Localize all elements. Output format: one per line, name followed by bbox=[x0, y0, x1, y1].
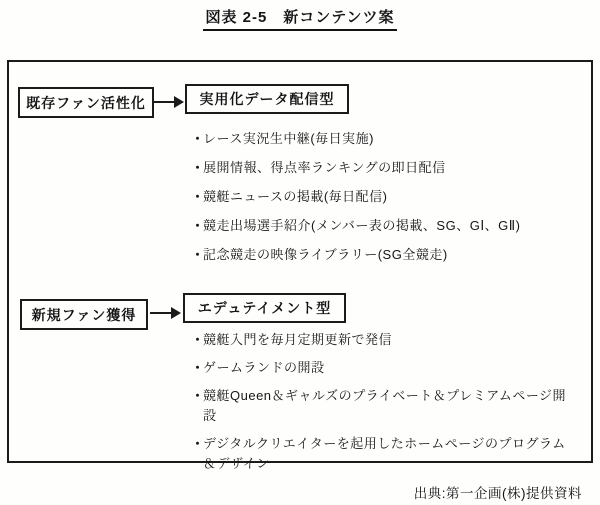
arrow-shaft bbox=[150, 312, 173, 314]
bullet-icon: ・ bbox=[191, 160, 205, 175]
bullet-icon: ・ bbox=[191, 332, 205, 347]
arrow-right-icon bbox=[153, 95, 184, 109]
list-item-text: 競艇入門を毎月定期更新で発信 bbox=[203, 332, 393, 347]
list-item-text: レース実況生中継(毎日実施) bbox=[203, 131, 375, 146]
list-item bbox=[191, 187, 587, 207]
list-item-text: 競艇ニュースの掲載(毎日配信) bbox=[203, 189, 388, 204]
source-credit: 出典:第一企画(株)提供資料 bbox=[413, 486, 582, 501]
bullet-icon: ・ bbox=[191, 189, 205, 204]
section-1-type-label: 実用化データ配信型 bbox=[199, 91, 335, 107]
arrow-head bbox=[174, 96, 184, 108]
section-1-target-label: 既存ファン活性化 bbox=[26, 94, 146, 111]
list-item bbox=[191, 129, 587, 149]
list-item-text: 競走出場選手紹介(メンバー表の掲載、SG、GⅠ、GⅡ) bbox=[203, 218, 521, 233]
section-2-target-label: 新規ファン獲得 bbox=[31, 306, 137, 323]
list-item bbox=[191, 158, 587, 178]
title-row bbox=[0, 6, 600, 31]
bullet-icon: ・ bbox=[191, 247, 205, 262]
list-item-text: 展開情報、得点率ランキングの即日配信 bbox=[203, 160, 446, 175]
section-2-type-box bbox=[183, 293, 346, 323]
list-item-text: 記念競走の映像ライブラリー(SG全競走) bbox=[203, 247, 448, 262]
list-item-text: ゲームランドの開設 bbox=[203, 360, 325, 375]
bullet-icon: ・ bbox=[191, 360, 205, 375]
list-item bbox=[191, 386, 587, 426]
page-title: 図表 2-5 新コンテンツ案 bbox=[203, 6, 396, 31]
bullet-icon: ・ bbox=[191, 388, 205, 403]
bullet-icon: ・ bbox=[191, 218, 205, 233]
list-item bbox=[191, 358, 587, 378]
section-1-bullet-list bbox=[191, 129, 587, 274]
bullet-icon: ・ bbox=[191, 131, 205, 146]
section-2-target-box bbox=[20, 299, 148, 330]
arrow-shaft bbox=[153, 101, 176, 103]
list-item bbox=[191, 245, 587, 265]
section-1-type-box bbox=[185, 84, 349, 114]
bullet-icon: ・ bbox=[191, 436, 205, 451]
list-item bbox=[191, 434, 587, 474]
arrow-right-icon bbox=[150, 306, 181, 320]
arrow-head bbox=[171, 307, 181, 319]
list-item bbox=[191, 216, 587, 236]
list-item bbox=[191, 330, 587, 350]
list-item-text: 競艇Queen＆ギャルズのプライベート＆プレミアムページ開設 bbox=[203, 388, 567, 423]
section-1-target-box bbox=[18, 87, 154, 118]
list-item-text: デジタルクリエイターを起用したホームページのプログラム＆デザイン bbox=[203, 436, 566, 471]
section-2-bullet-list bbox=[191, 330, 587, 482]
section-2-type-label: エデュテイメント型 bbox=[197, 300, 332, 316]
